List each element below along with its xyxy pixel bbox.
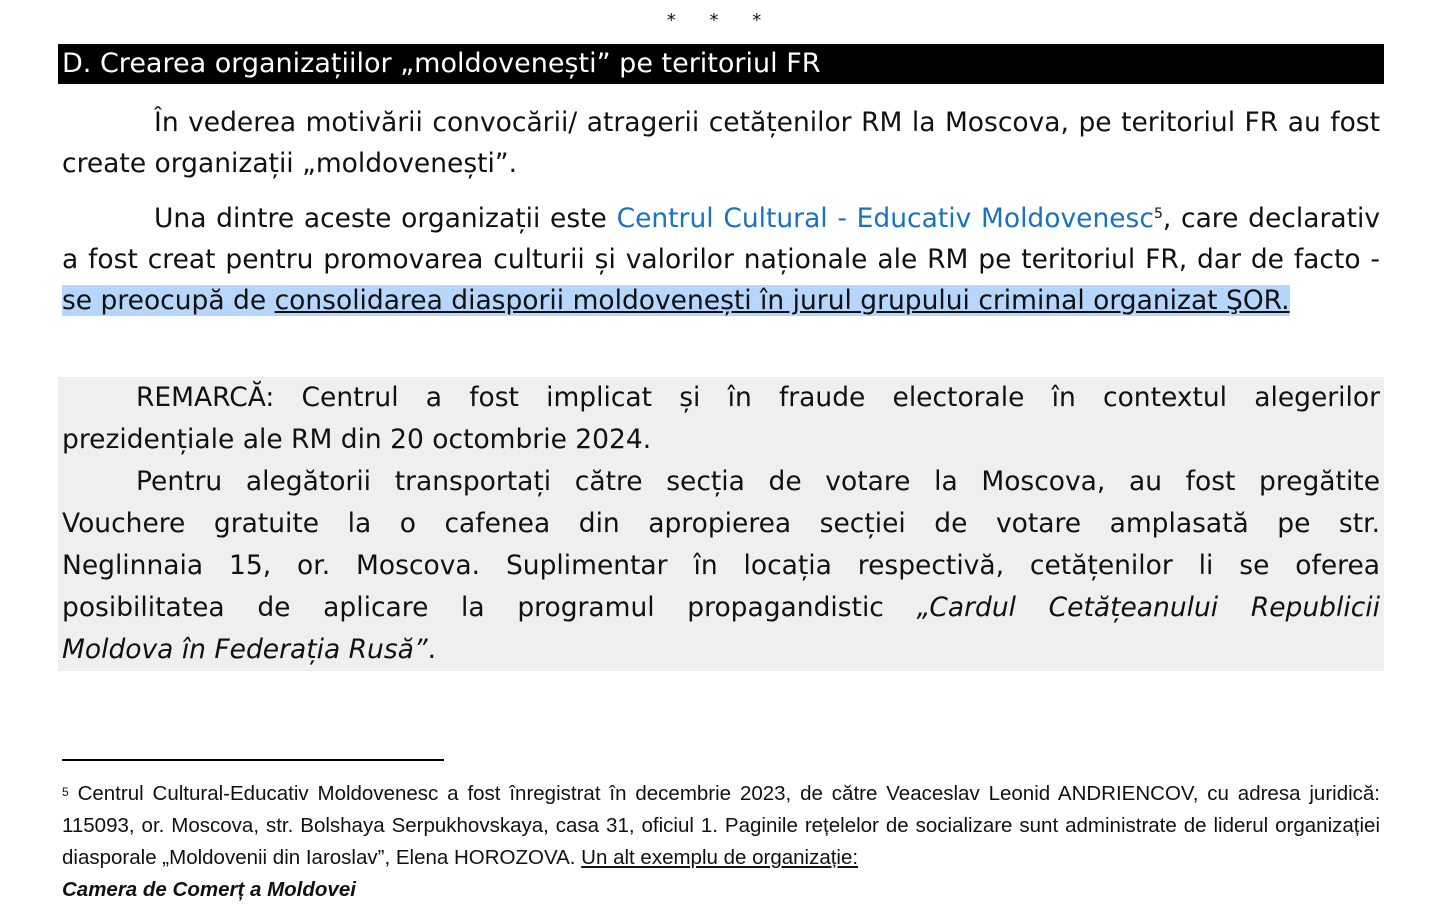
footnote-separator [62, 759, 444, 761]
highlighted-underlined-text: consolidarea diasporii moldovenești în jurul grupului criminal organizat ŞOR. [274, 285, 1290, 316]
remark-p2-line-3: Neglinnaia 15, or. Moscova. Suplimentar în locația respectivă, cetățenilor li se oferea [62, 550, 1380, 581]
remark-text: REMARCĂ: Centrul a fost implicat și în fraude electorale în contextul alegerilor [136, 382, 1380, 413]
remark-text: Pentru alegătorii transportați către secția de votare la Moscova, au fost pregătite [136, 466, 1380, 497]
remark-line-2: prezidențiale ale RM din 20 octombrie 2024. [62, 424, 652, 455]
remark-line-1 [62, 377, 1380, 419]
paragraph-intro-text: În vederea motivării convocării/ atragerii cetățenilor RM la Moscova, pe teritoriul FR au fost create organizații „moldovenești”. [62, 107, 1380, 179]
paragraph-intro [62, 102, 1380, 184]
remark-p2-line-5 [62, 629, 1380, 671]
remark-text: posibilitatea de aplicare la programul propagandistic [62, 592, 917, 623]
section-heading: D. Crearea organizațiilor „moldovenești” pe teritoriul FR [58, 44, 1384, 84]
paragraph-centre-intro: Una dintre aceste organizații este [154, 203, 617, 234]
footnote-number: 5 [62, 785, 69, 799]
footnote [62, 778, 1380, 906]
remark-p2-line-1 [62, 461, 1380, 503]
remark-text: . [427, 634, 437, 665]
highlighted-text: se preocupă de [62, 285, 275, 316]
remark-p2-line-2: Vouchere gratuite la o cafenea din apropierea secției de votare amplasată pe str. [62, 508, 1380, 539]
paragraph-centre [62, 198, 1380, 321]
footnote-bold-italic: Camera de Comerț a Moldovei [62, 878, 356, 901]
remark-p2-line-4 [62, 587, 1380, 629]
footnote-ref[interactable]: 5 [1153, 206, 1163, 222]
footnote-underlined: Un alt exemplu de organizație: [581, 846, 859, 869]
footnote-text: Centrul Cultural-Educativ Moldovenesc a fost înregistrat în decembrie 2023, de către Veaceslav Leonid ANDRIENCOV, cu adresa juridică: 115093, or. Moscova, str. Bolshaya Serpukhovskaya, casa 31, oficiul 1. Paginile rețelelor de socializare sunt administrate de liderul organizației diasporale „Moldovenii din Iaroslav”, Elena HOROZOVA. [62, 782, 1380, 869]
section-separator: * * * [666, 10, 776, 31]
centre-link[interactable]: Centrul Cultural - Educativ Moldovenesc [616, 203, 1154, 234]
program-name-italic: „Cardul Cetățeanului Republicii [916, 592, 1381, 623]
paragraph-centre-middle: , care declarativ a fost creat pentru promovarea culturii și valorilor naționale ale RM pe teritoriul FR, dar de facto - [62, 203, 1381, 275]
program-name-italic: Moldova în Federația Rusă” [62, 634, 428, 665]
